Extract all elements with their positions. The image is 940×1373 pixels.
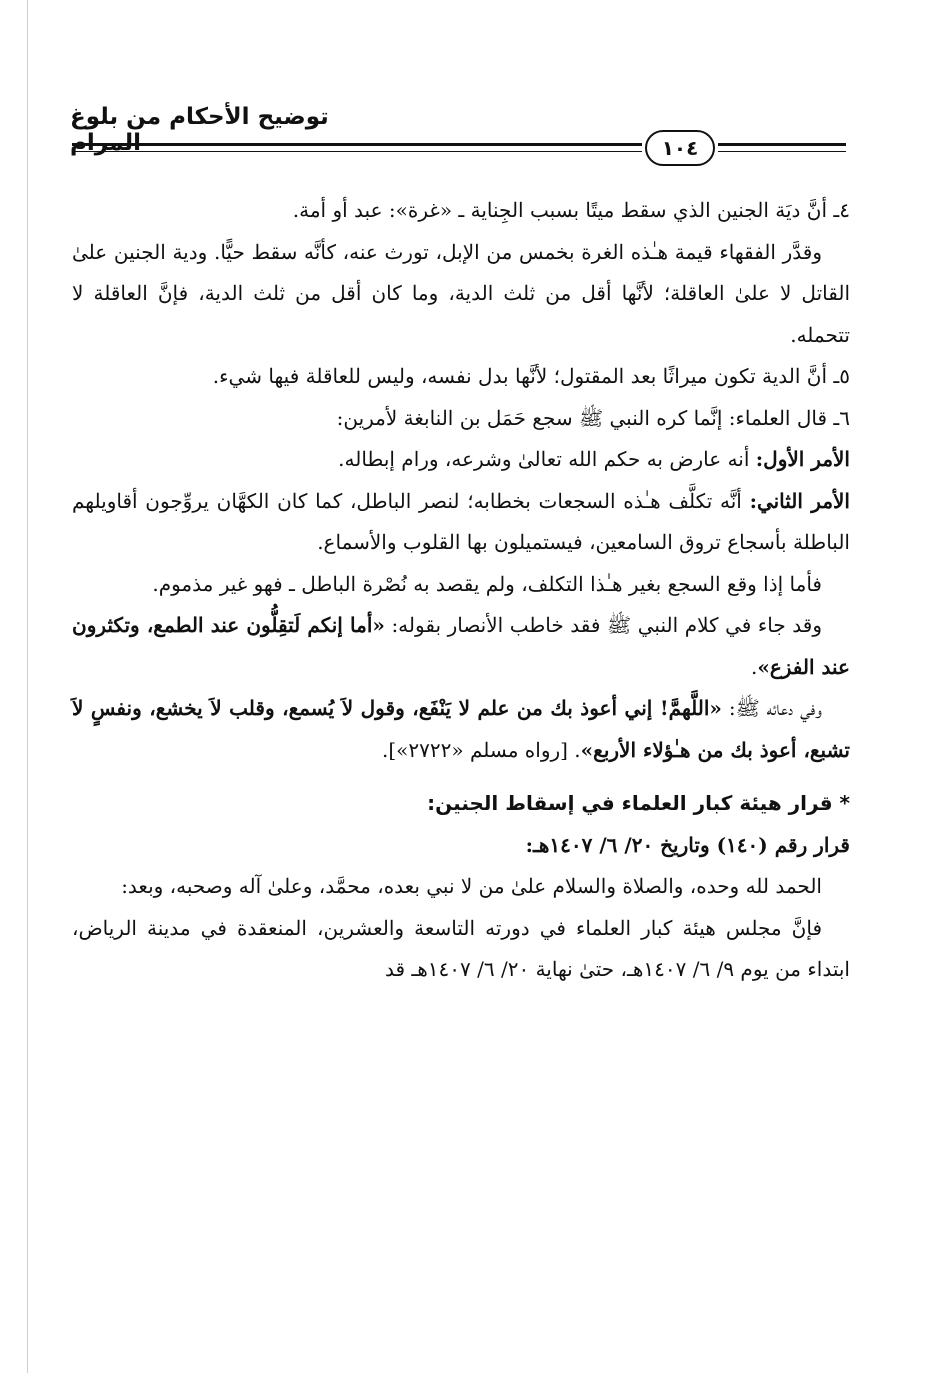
point-6: ٦ـ قال العلماء: إنَّما كره النبي ﷺ سجع حَمَل بن النابغة لأمرين:: [336, 405, 850, 430]
point-4: ٤ـ أنَّ ديَة الجنين الذي سقط ميتًا بسبب الجِناية ـ «غرة»: عبد أو أمة.: [292, 198, 850, 222]
hadith-ansar: [72, 605, 850, 688]
hadith-ansar-intro: وقد جاء في كلام النبي ﷺ فقد خاطب الأنصار بقوله:: [384, 613, 822, 637]
hadith-dua-intro: وفي دعائه ﷺ:: [721, 696, 822, 720]
hadith-ansar-quote: «أما إنكم لَتقِلُّون عند الطمع، وتكثرون عند الفزع»: [72, 613, 850, 679]
page-number: ١٠٤: [645, 130, 715, 166]
hadith-dua-end: . [رواه مسلم «٢٧٢٢»].: [381, 737, 581, 762]
page-edge-line: [27, 0, 28, 1373]
point-4-explanation: وقدَّر الفقهاء قيمة هـٰذه الغرة بخمس من الإبل، تورث عنه، كأنَّه سقط حيًّا. ودية الجنين علىٰ القاتل لا علىٰ العاقلة؛ لأنَّها أقل من ثلث الدية، وما كان أقل من ثلث الدية، فإنَّ العاقلة لا تتحمله.: [72, 239, 850, 347]
decision-number-line: قرار رقم (١٤٠) وتاريخ ٢٠/ ٦/ ١٤٠٧هـ:: [525, 832, 850, 857]
page-body: [72, 190, 850, 991]
first-matter: [72, 439, 850, 481]
first-matter-label: الأمر الأول:: [755, 447, 850, 471]
decision-heading: * قرار هيئة كبار العلماء في إسقاط الجنين:: [427, 791, 850, 815]
hadith-ansar-end: .: [750, 654, 758, 679]
second-matter-text: أنَّه تكلَّف هـٰذه السجعات بخطابه؛ لنصر الباطل، كما كان الكهَّان يروِّجون أقاويلهم الباطلة بأسجاع تروق السامعين، فيستميلون بها القلوب والأسماع.: [72, 488, 850, 554]
second-matter-label: الأمر الثاني:: [749, 488, 850, 513]
saj-note: فأما إذا وقع السجع بغير هـٰذا التكلف، ولم يقصد به نُصْرة الباطل ـ فهو غير مذموم.: [152, 571, 822, 596]
decision-body: فإنَّ مجلس هيئة كبار العلماء في دورته التاسعة والعشرين، المنعقدة في مدينة الرياض، ابتداء من يوم ٩/ ٦/ ١٤٠٧هـ، حتىٰ نهاية ٢٠/ ٦/ ١٤٠٧هـ قد: [72, 915, 850, 981]
header-rule-right: [718, 143, 846, 152]
header-rule-left: [72, 143, 642, 152]
running-header-title: توضيح الأحكام من بلوغ المرام: [70, 104, 329, 156]
hadith-dua-quote: «اللَّهمَّ! إني أعوذ بك من علم لا يَنْفَع، وقول لاَ يُسمع، وقلب لاَ يخشع، ونفسٍ لاَ تشبع، أعوذ بك من هـٰؤلاء الأربع»: [72, 696, 850, 762]
first-matter-text: أنه عارض به حكم الله تعالىٰ وشرعه، ورام إبطاله.: [338, 447, 756, 471]
decision-opening: الحمد لله وحده، والصلاة والسلام علىٰ من لا نبي بعده، محمَّد، وعلىٰ آله وصحبه، وبعد:: [121, 874, 822, 898]
point-5: ٥ـ أنَّ الدية تكون ميراثًا بعد المقتول؛ لأنَّها بدل نفسه، وليس للعاقلة فيها شيء.: [212, 364, 850, 388]
second-matter: [72, 481, 850, 564]
hadith-dua: [72, 688, 850, 771]
